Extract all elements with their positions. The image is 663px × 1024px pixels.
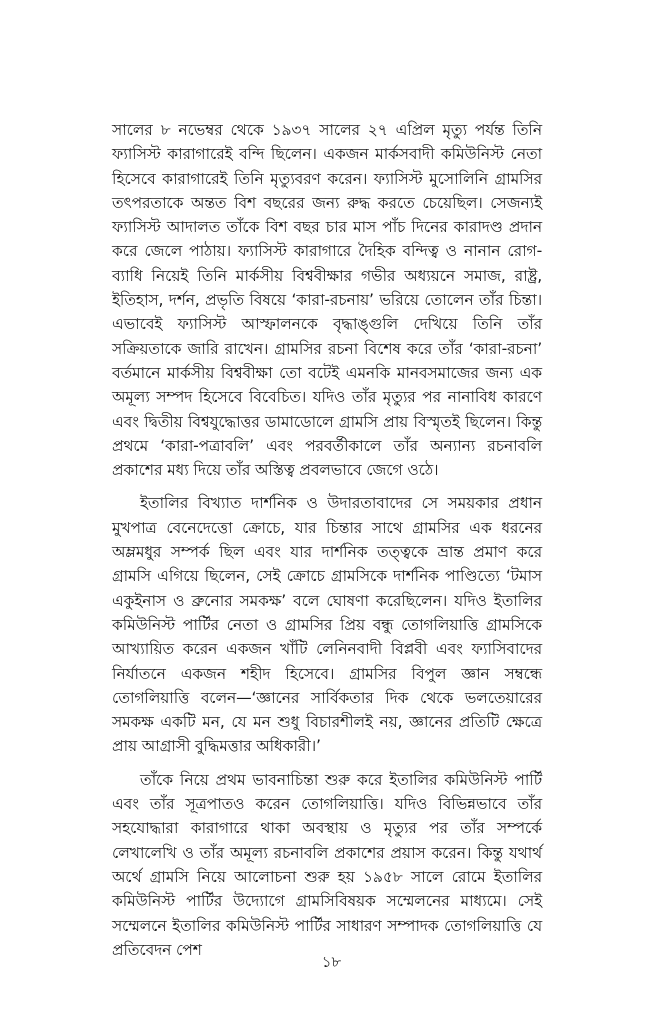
paragraph-2: ইতালির বিখ্যাত দার্শনিক ও উদারতাবাদের সে সময়কার প্রধান মুখপাত্র বেনেদেত্তো ক্রোচে, যার চিন্তার সাথে গ্রামসির এক ধরনের অম্লমধুর সম্পর্ক ছিল এবং যার দার্শনিক তত্ত্বকে ভ্রান্ত প্রমাণ করে গ্রামসি এগিয়ে ছিলেন, সেই ক্রোচে গ্রামসিকে দার্শনিক পাণ্ডিত্যে ‘টমাস একুইনাস ও ব্রুনোর সমকক্ষ’ বলে ঘোষণা করেছিলেন। যদিও ইতালির কমিউনিস্ট পার্টির নেতা ও গ্রামসির প্রিয় বন্ধু তোগলিয়াত্তি গ্রামসিকে আখ্যায়িত করেন একজন খাঁটি লেনিনবাদী বিপ্লবী এবং ফ্যাসিবাদের নির্যাতনে একজন শহীদ হিসেবে। গ্রামসির বিপুল জ্ঞান সম্বন্ধে তোগলিয়াত্তি বলেন—‘জ্ঞানের সার্বিকতার দিক থেকে ভলতেয়ারের সমকক্ষ একটি মন, যে মন শুধু বিচারশীলই নয়, জ্ঞানের প্রতিটি ক্ষেত্রে প্রায় আগ্রাসী বুদ্ধিমত্তার অধিকারী।’ [112,494,542,756]
paragraph-3: তাঁকে নিয়ে প্রথম ভাবনাচিন্তা শুরু করে ইতালির কমিউনিস্ট পার্টি এবং তাঁর সূত্রপাতও করেন তোগলিয়াত্তি। যদিও বিভিন্নভাবে তাঁর সহযোদ্ধারা কারাগারে থাকা অবস্থায় ও মৃত্যুর পর তাঁর সম্পর্কে লেখালেখি ও তাঁর অমূল্য রচনাবলি প্রকাশের প্রয়াস করেন। কিন্তু যথার্থ অর্থে গ্রামসি নিয়ে আলোচনা শুরু হয় ১৯৫৮ সালে রোমে ইতালির কমিউনিস্ট পার্টির উদ্যোগে গ্রামসিবিষয়ক সম্মেলনের মাধ্যমে। সেই সম্মেলনে ইতালির কমিউনিস্ট পার্টির সাধারণ সম্পাদক তোগলিয়াত্তি যে প্রতিবেদন পেশ [112,770,542,959]
page-number: ১৮ [321,953,342,971]
page-body [112,118,542,962]
paragraph-1: সালের ৮ নভেম্বর থেকে ১৯৩৭ সালের ২৭ এপ্রিল মৃত্যু পর্যন্ত তিনি ফ্যাসিস্ট কারাগারেই বন্দি ছিলেন। একজন মার্কসবাদী কমিউনিস্ট নেতা হিসেবে কারাগারেই তিনি মৃত্যুবরণ করেন। ফ্যাসিস্ট মুসোলিনি গ্রামসির তৎপরতাকে অন্তত বিশ বছরের জন্য রুদ্ধ করতে চেয়েছিল। সেজন্যই ফ্যাসিস্ট আদালত তাঁকে বিশ বছর চার মাস পাঁচ দিনের কারাদণ্ড প্রদান করে জেলে পাঠায়। ফ্যাসিস্ট কারাগারে দৈহিক বন্দিত্ব ও নানান রোগ-ব্যাধি নিয়েই তিনি মার্কসীয় বিশ্ববীক্ষার গভীর অধ্যয়নে সমাজ, রাষ্ট্র, ইতিহাস, দর্শন, প্রভৃতি বিষয়ে ‘কারা-রচনায়’ ভরিয়ে তোলেন তাঁর চিন্তা। এভাবেই ফ্যাসিস্ট আস্ফালনকে বৃদ্ধাঙ্গুলি দেখিয়ে তিনি তাঁর সক্রিয়তাকে জারি রাখেন। গ্রামসির রচনা বিশেষ করে তাঁর ‘কারা-রচনা’ বর্তমানে মার্কসীয় বিশ্ববীক্ষা তো বটেই এমনকি মানবসমাজের জন্য এক অমূল্য সম্পদ হিসেবে বিবেচিত। যদিও তাঁর মৃত্যুর পর নানাবিধ কারণে এবং দ্বিতীয় বিশ্বযুদ্ধোত্তর ডামাডোলে গ্রামসি প্রায় বিস্মৃতই ছিলেন। কিন্তু প্রথমে ‘কারা-পত্রাবলি’ এবং পরবর্তীকালে তাঁর অন্যান্য রচনাবলি প্রকাশের মধ্য দিয়ে তাঁর অস্তিত্ব প্রবলভাবে জেগে ওঠে। [112,121,542,480]
